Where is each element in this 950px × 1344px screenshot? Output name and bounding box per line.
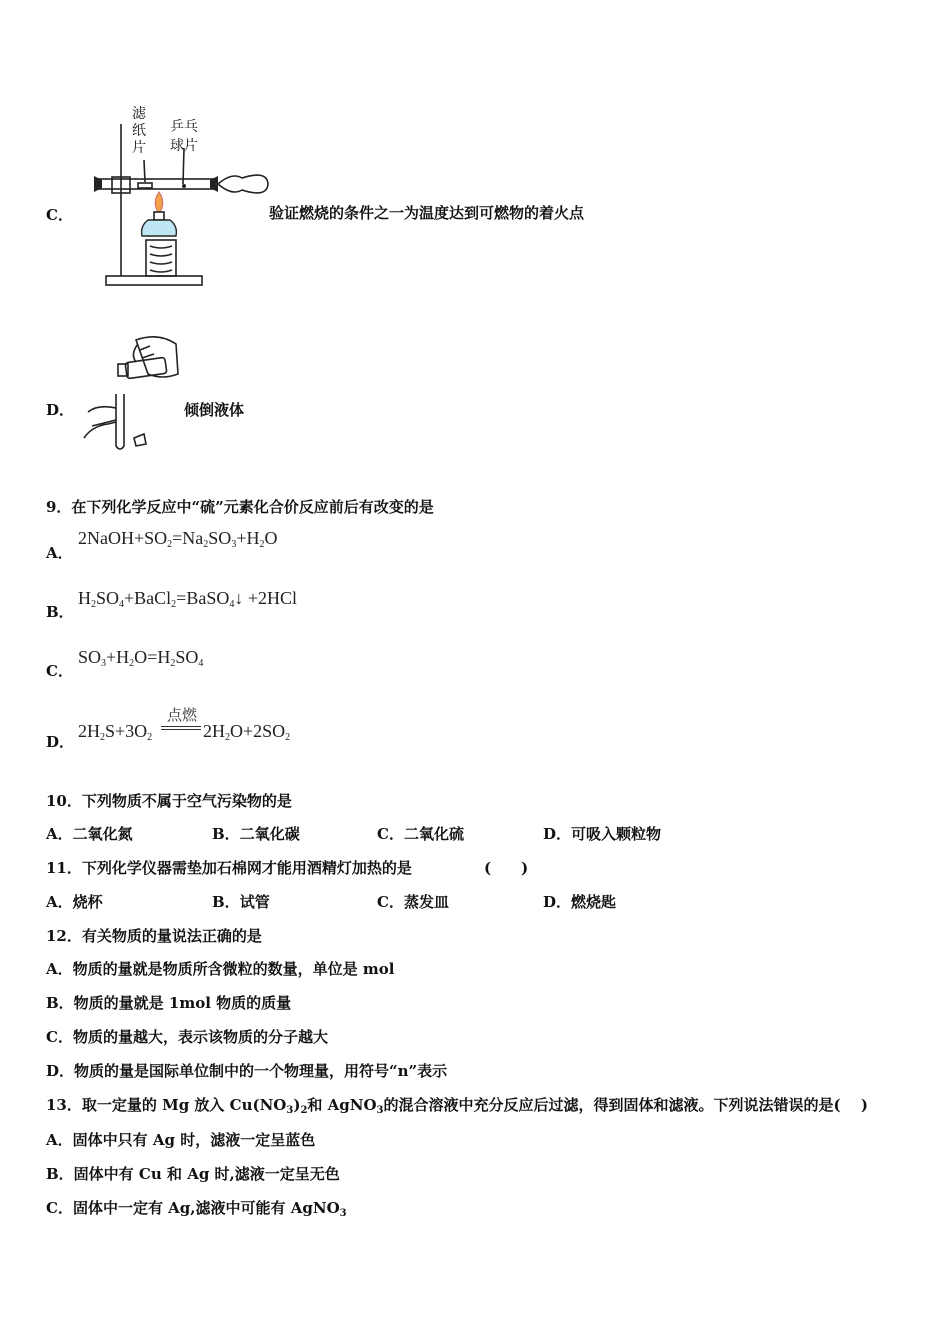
q10-stem: 10．下列物质不属于空气污染物的是 [46,792,292,810]
option-c-letter: C． [46,206,73,224]
q12-stem: 12．有关物质的量说法正确的是 [46,927,262,945]
q9-option-a-letter: A． [46,544,73,562]
q12-option-c: C．物质的量越大，表示该物质的分子越大 [46,1028,328,1046]
q11-option-c: C．蒸发皿 [377,893,449,911]
q11-option-a: A．烧杯 [46,893,103,911]
stand-base [106,276,202,285]
q9-option-a-equation: $2NaOH+SO_2=Na_2SO_3+H_2O$ [78,528,278,550]
q10-option-d: D．可吸入颗粒物 [543,825,662,843]
alcohol-lamp [142,220,177,236]
q9-option-b-equation: $H_2SO_4+BaCl_2=BaSO_4↓ +2HCl$ [78,588,297,610]
q9-option-c-letter: C． [46,662,73,680]
q9-option-d-equation: $2H_2S+3O_2$ [78,721,153,743]
q12-option-b: B．物质的量就是 1mol 物质的质量 [46,994,292,1012]
q11-option-d: D．燃烧匙 [543,893,617,911]
q9-option-c-equation: $SO_3+H_2O=H_2SO_4$ [78,647,204,669]
equals-double-line [161,726,201,730]
q10-option-c: C．二氧化硫 [377,825,464,843]
test-tube [116,394,124,449]
q9-option-d-letter: D． [46,733,75,751]
q9-stem: 9．在下列化学反应中“硫”元素化合价反应前后有改变的是 [46,498,434,516]
copper-plate [98,179,214,189]
q11-option-b: B．试管 [212,893,270,911]
pouring-liquid-figure [78,330,182,454]
rubber-bulb [218,175,268,193]
q12-option-a: A．物质的量就是物质所含微粒的数量，单位是 mol [46,960,395,978]
q13-option-a: A．固体中只有 Ag 时，滤液一定呈蓝色 [46,1131,316,1149]
filter-paper-label: 滤 纸 片 [132,106,146,156]
combustion-apparatus-figure [92,100,277,292]
q10-option-b: B．二氧化碳 [212,825,300,843]
q10-option-a: A．二氧化氮 [46,825,133,843]
q9-option-b-letter: B． [46,603,74,621]
option-d-caption: 倾倒液体 [184,401,245,419]
stopper [134,434,146,446]
reaction-condition: 点燃 [166,706,197,724]
pingpong-label: 乒乓 球片 [170,119,198,154]
option-c-caption: 验证燃烧的条件之一为温度达到可燃物的着火点 [269,204,585,222]
q11-blank: ( ) [484,859,529,877]
q11-stem: 11．下列化学仪器需垫加石棉网才能用酒精灯加热的是 [46,859,412,877]
q13-stem: 13．取一定量的 Mg 放入 $Cu(NO_3)_2$和 AgNO$_3$的混合溶液中充分反应后过滤，得到固体和滤液。下列说法错误的是( ) [46,1096,868,1116]
q9-option-d-products: $2H_2O+2SO_2$ [203,721,291,743]
q13-option-b: B．固体中有 Cu 和 Ag 时,滤液一定呈无色 [46,1165,340,1183]
q13-option-c: C．固体中一定有 Ag,滤液中可能有 AgNO$_3$ [46,1199,347,1219]
q12-option-d: D．物质的量是国际单位制中的一个物理量，用符号“n”表示 [46,1062,448,1080]
option-d-letter: D． [46,401,75,419]
